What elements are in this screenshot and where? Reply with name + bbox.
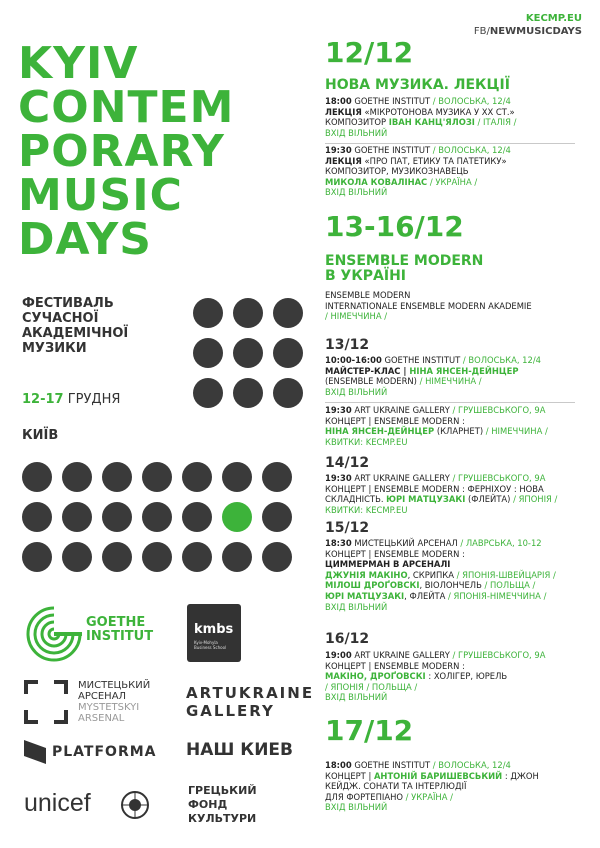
- platforma-logo-icon: [24, 740, 46, 764]
- title-line: DAYS: [18, 214, 152, 265]
- decorative-dot: [262, 542, 292, 572]
- event-concert-14: 19:30 ART UKRAINE GALLERY / ГРУШЕВСЬКОГО, 9А КОНЦЕРТ | ENSEMBLE MODERN : ФЕРНІХОУ : НОВА СКЛАДНІСТЬ. ЮРІ МАТЦУЗАКІ (ФЛЕЙТА) / ЯПОНІЯ / КВИТКИ: KECMP.EU: [325, 473, 558, 515]
- facebook-link[interactable]: FB/NEWMUSICDAYS: [473, 26, 582, 37]
- unicef-globe-icon: [120, 790, 150, 820]
- kmbs-logo: kmbs Kyiv-Mohyla Business School: [187, 604, 241, 662]
- arsenal-logo-icon: [24, 680, 68, 724]
- decorative-dot: [142, 462, 172, 492]
- decorative-dot: [273, 298, 303, 328]
- event-concert-15: 18:30 МИСТЕЦЬКИЙ АРСЕНАЛ / ЛАВРСЬКА, 10-12 КОНЦЕРТ | ENSEMBLE MODERN : ЦИММЕРМАН В АРСЕНАЛІ ДЖУНІЯ МАКІНО, СКРИПКА / ЯПОНІЯ-ШВЕЙЦАРІЯ / МІЛОШ ДРОҐОВСКІ, ВІОЛОНЧЕЛЬ / ПОЛЬЩА / ЮРІ МАТЦУЗАКІ, ФЛЕЙТА / ЯПОНІЯ-НІМЕЧЧИНА / ВХІД ВІЛЬНИЙ: [325, 538, 556, 612]
- greek-foundation-logo: ГРЕЦЬКИЙ ФОНД КУЛЬТУРИ: [188, 784, 257, 825]
- subtitle-line: ФЕСТИВАЛЬ: [22, 296, 114, 311]
- decorative-dot: [193, 338, 223, 368]
- decorative-dot: [62, 462, 92, 492]
- decorative-dot: [22, 502, 52, 532]
- title-line: PORARY: [18, 126, 225, 177]
- title-line: MUSIC: [18, 170, 183, 221]
- decorative-dot: [102, 542, 132, 572]
- event-lecture-2: 19:30 GOETHE INSTITUT / ВОЛОСЬКА, 12/4 ЛЕКЦІЯ «ПРО ПАТ, ЕТИКУ ТА ПАТЕТИКУ» КОМПОЗИТОР, МУЗИКОЗНАВЕЦЬ МИКОЛА КОВАЛІНАС / УКРАЇНА / ВХІД ВІЛЬНИЙ: [325, 145, 511, 198]
- date-15-12: 15/12: [325, 520, 370, 536]
- title-line: CONTEM: [18, 82, 235, 133]
- decorative-dot: [182, 462, 212, 492]
- nashkiev-logo: НАШ КИЕВ: [186, 740, 293, 760]
- decorative-dot: [262, 462, 292, 492]
- event-masterclass: 10:00-16:00 GOETHE INSTITUT / ВОЛОСЬКА, 12/4 МАЙСТЕР-КЛАС | НІНА ЯНСЕН-ДЕЙНЦЕР (ENSEMBLE MODERN) / НІМЕЧЧИНА / ВХІД ВІЛЬНИЙ: [325, 355, 590, 407]
- goethe-logo-icon: [24, 604, 84, 664]
- subtitle-line: МУЗИКИ: [22, 341, 87, 356]
- decorative-dot: [102, 502, 132, 532]
- goethe-logo-text: GOETHE INSTITUT: [86, 615, 154, 644]
- date-13-16-12: 13-16/12: [325, 210, 464, 243]
- event-lecture-1: 18:00 GOETHE INSTITUT / ВОЛОСЬКА, 12/4 ЛЕКЦІЯ «МІКРОТОНОВА МУЗИКА У XX СТ.» КОМПОЗИТОР ІВАН КАНЦ'ЯЛОЗІ / ІТАЛІЯ / ВХІД ВІЛЬНИЙ: [325, 96, 590, 148]
- date-17-12: 17/12: [325, 714, 414, 747]
- ensemble-modern-desc: ENSEMBLE MODERN INTERNATIONALE ENSEMBLE MODERN AKADEMIE / НІМЕЧЧИНА /: [325, 290, 532, 322]
- decorative-dot: [233, 378, 263, 408]
- decorative-dot: [62, 502, 92, 532]
- decorative-dot: [142, 542, 172, 572]
- lectures-title: НОВА МУЗИКА. ЛЕКЦІЇ: [325, 77, 510, 93]
- decorative-dot: [273, 338, 303, 368]
- event-concert-16: 19:00 ART UKRAINE GALLERY / ГРУШЕВСЬКОГО, 9А КОНЦЕРТ | ENSEMBLE MODERN : МАКІНО, ДРОҐОВСКІ : ХОЛІГЕР, ЮРЕЛЬ / ЯПОНІЯ / ПОЛЬЩА / ВХІД ВІЛЬНИЙ: [325, 650, 546, 703]
- decorative-dot: [233, 298, 263, 328]
- artukraine-logo: ARTUKRAINE GALLERY: [186, 684, 315, 720]
- festival-dates: 12-17 ГРУДНЯ: [22, 392, 121, 407]
- event-concert-17: 18:00 GOETHE INSTITUT / ВОЛОСЬКА, 12/4 КОНЦЕРТ | АНТОНІЙ БАРИШЕВСЬКИЙ : ДЖОН КЕЙДЖ. СОНАТИ ТА ІНТЕРЛЮДІЇ ДЛЯ ФОРТЕПІАНО / УКРАЇНА / ВХІД ВІЛЬНИЙ: [325, 760, 539, 813]
- decorative-dot: [193, 378, 223, 408]
- decorative-dot: [222, 502, 252, 532]
- website-link[interactable]: KECMP.EU: [525, 13, 582, 24]
- decorative-dot: [193, 298, 223, 328]
- decorative-dot: [233, 338, 263, 368]
- date-12-12: 12/12: [325, 36, 414, 69]
- decorative-dot: [182, 542, 212, 572]
- platforma-logo: PLATFORMA: [52, 744, 157, 760]
- ensemble-modern-title: ENSEMBLE MODERN В УКРАЇНІ: [325, 253, 484, 284]
- decorative-dot: [222, 542, 252, 572]
- decorative-dot: [262, 502, 292, 532]
- decorative-dot: [62, 542, 92, 572]
- date-14-12: 14/12: [325, 455, 370, 471]
- event-concert-13: 19:30 ART UKRAINE GALLERY / ГРУШЕВСЬКОГО, 9А КОНЦЕРТ | ENSEMBLE MODERN : НІНА ЯНСЕН-ДЕЙНЦЕР (КЛАРНЕТ) / НІМЕЧЧИНА / КВИТКИ: KECMP.EU: [325, 405, 548, 447]
- decorative-dot: [142, 502, 172, 532]
- decorative-dot: [22, 542, 52, 572]
- subtitle-line: СУЧАСНОЇ: [22, 311, 99, 326]
- date-16-12: 16/12: [325, 631, 370, 647]
- festival-city: КИЇВ: [22, 428, 59, 443]
- festival-subtitle: [22, 296, 128, 356]
- subtitle-line: АКАДЕМІЧНОЇ: [22, 326, 129, 341]
- header-links: [474, 12, 582, 38]
- festival-title: [18, 38, 318, 265]
- decorative-dot: [182, 502, 212, 532]
- decorative-dot: [222, 462, 252, 492]
- title-line: KYIV: [18, 38, 139, 89]
- unicef-logo: unicef: [24, 789, 91, 817]
- date-13-12: 13/12: [325, 337, 370, 353]
- decorative-dot: [102, 462, 132, 492]
- arsenal-logo-text: МИСТЕЦЬКИЙ АРСЕНАЛ MYSTETSKYI ARSENAL: [78, 680, 151, 724]
- decorative-dot: [273, 378, 303, 408]
- decorative-dot: [22, 462, 52, 492]
